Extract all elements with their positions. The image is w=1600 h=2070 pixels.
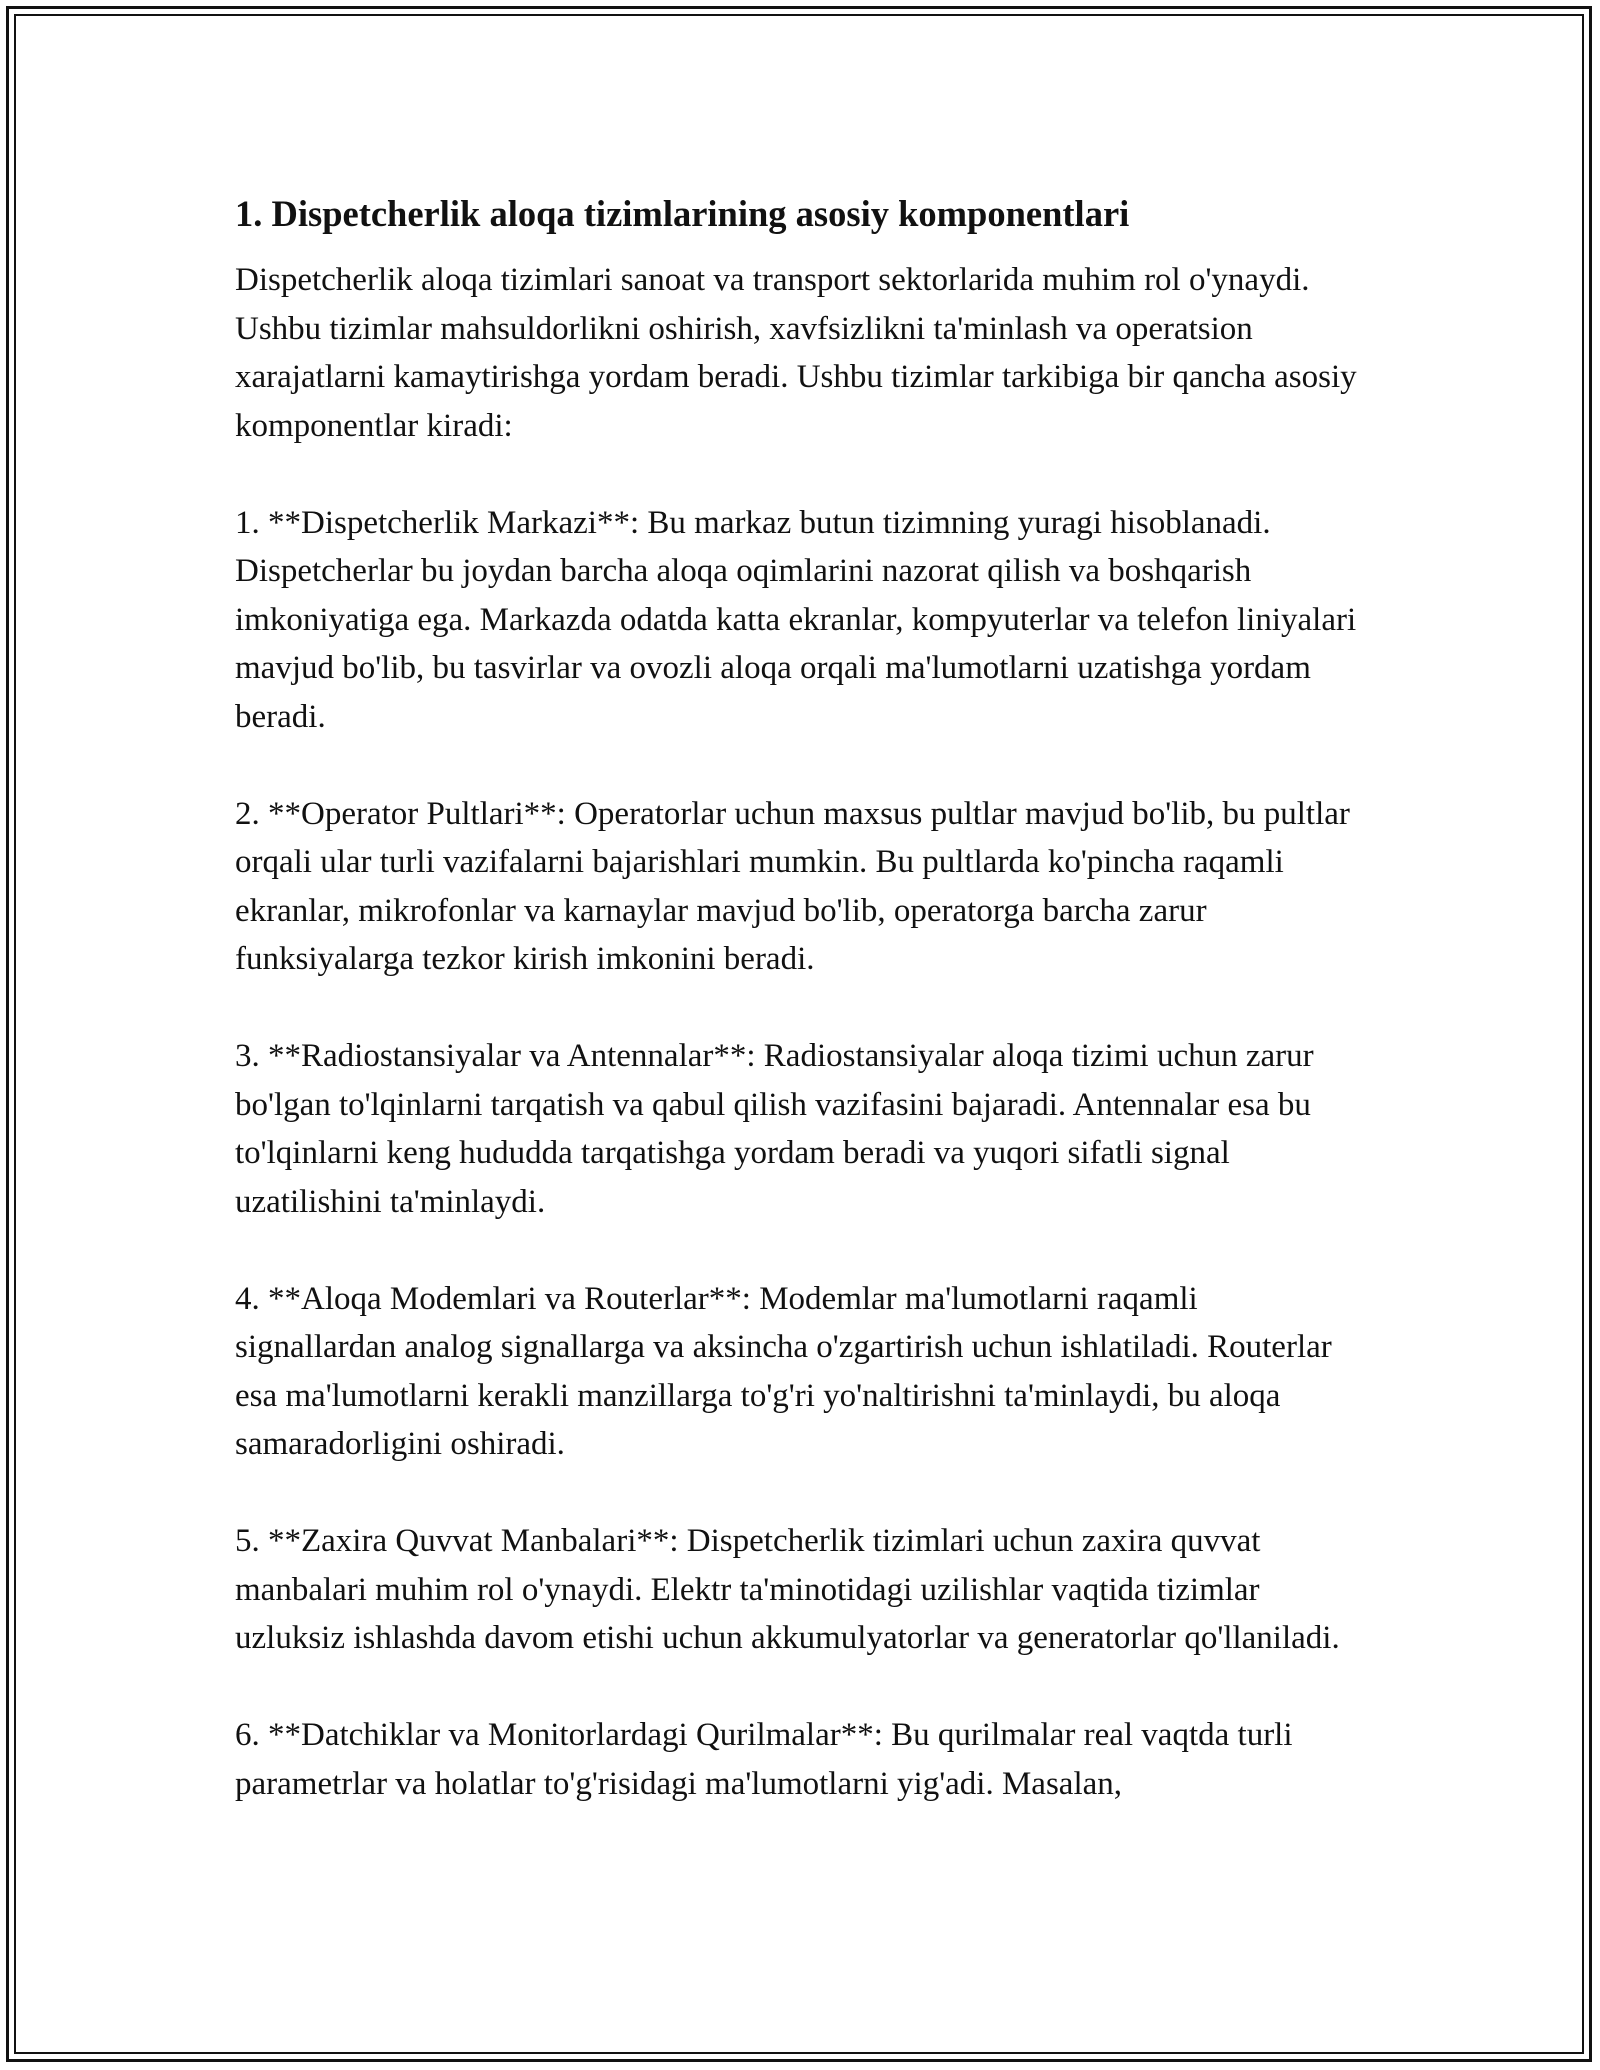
list-item-operator-consoles: 2. **Operator Pultlari**: Operatorlar uchun maxsus pultlar mavjud bo'lib, bu pultlar orqali ular turli vazifalarni bajarishlari mumkin. Bu pultlarda ko'pincha raqamli ekranlar, mikrofonlar va karnaylar mavjud bo'lib, operatorga barcha zarur funksiyalarga tezkor kirish imkonini beradi. (235, 795, 1350, 977)
document-body (235, 188, 1365, 1857)
list-item-radio-stations: 3. **Radiostansiyalar va Antennalar**: Radiostansiyalar aloqa tizimi uchun zarur bo'lgan to'lqinlarni tarqatish va qabul qilish vazifasini bajaradi. Antennalar esa bu to'lqinlarni keng hududda tarqatishga yordam beradi va yuqori sifatli signal uzatilishini ta'minlaydi. (235, 1038, 1314, 1220)
list-item-sensors-monitors: 6. **Datchiklar va Monitorlardagi Qurilmalar**: Bu qurilmalar real vaqtda turli parametrlar va holatlar to'g'risidagi ma'lumotlarni yig'adi. Masalan, (235, 1717, 1293, 1802)
list-item-dispatch-center: 1. **Dispetcherlik Markazi**: Bu markaz butun tizimning yuragi hisoblanadi. Dispetcherlar bu joydan barcha aloqa oqimlarini nazorat qilish va boshqarish imkoniyatiga ega. Markazda odatda katta ekranlar, kompyuterlar va telefon liniyalari mavjud bo'lib, bu tasvirlar va ovozli aloqa orqali ma'lumotlarni uzatishga yordam beradi. (235, 504, 1357, 735)
list-item-modems-routers: 4. **Aloqa Modemlari va Routerlar**: Modemlar ma'lumotlarni raqamli signallardan analog signallarga va aksincha o'zgartirish uchun ishlatiladi. Routerlar esa ma'lumotlarni kerakli manzillarga to'g'ri yo'naltirishni ta'minlaydi, bu aloqa samaradorligini oshiradi. (235, 1280, 1332, 1462)
section-heading: 1. Dispetcherlik aloqa tizimlarining asosiy komponentlari (235, 193, 1130, 234)
intro-paragraph: Dispetcherlik aloqa tizimlari sanoat va transport sektorlarida muhim rol o'ynaydi. Ushbu tizimlar mahsuldorlikni oshirish, xavfsizlikni ta'minlash va operatsion xarajatlarni kamaytirishga yordam beradi. Ushbu tizimlar tarkibiga bir qancha asosiy komponentlar kiradi: (235, 262, 1357, 444)
list-item-backup-power: 5. **Zaxira Quvvat Manbalari**: Dispetcherlik tizimlari uchun zaxira quvvat manbalari muhim rol o'ynaydi. Elektr ta'minotidagi uzilishlar vaqtida tizimlar uzluksiz ishlashda davom etishi uchun akkumulyatorlar va generatorlar qo'llaniladi. (235, 1523, 1340, 1656)
